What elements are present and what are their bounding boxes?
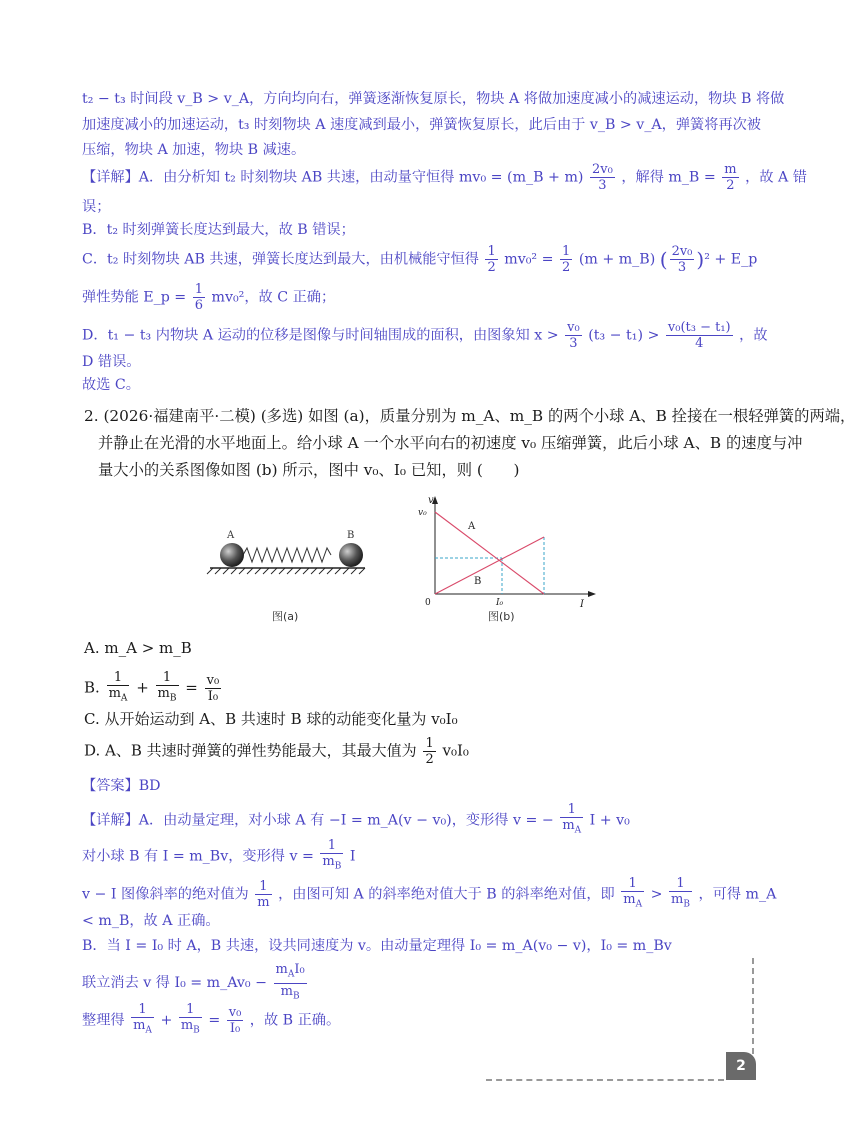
numerator: 1: [487, 244, 496, 259]
numerator: 1: [320, 838, 343, 854]
numerator: v₀: [228, 1004, 242, 1020]
operator: =: [208, 1012, 221, 1029]
numerator: $m_AI_0$: [274, 962, 307, 984]
text: ，解得 m_B =: [621, 169, 716, 186]
fraction: [320, 838, 343, 875]
figure-b: [410, 494, 600, 622]
text: I: [349, 848, 356, 865]
text: ² + E_p: [704, 251, 758, 268]
denominator: 4: [695, 336, 704, 351]
label-line-b: B: [474, 576, 482, 587]
ball-a: [220, 543, 244, 567]
text: 联立消去 v 得 I₀ = m_Av₀ −: [82, 975, 267, 992]
option-letter: B.: [84, 678, 100, 697]
fraction: [227, 1005, 244, 1036]
explain-a-4: < m_B，故 A 正确。: [82, 913, 220, 929]
numerator: m: [724, 162, 737, 177]
operator: =: [185, 678, 198, 697]
text: (t₃ − t₁) >: [588, 327, 660, 344]
fraction-half: [560, 244, 572, 275]
denominator: $m_A$: [108, 686, 128, 704]
prev-choose: 故选 C。: [82, 377, 140, 393]
line-a: [435, 512, 544, 594]
explain-a-3: [82, 876, 776, 913]
question-line-3: 量大小的关系图像如图 (b) 所示，图中 v₀、I₀ 已知，则 ( ): [98, 461, 520, 479]
denominator: 3: [677, 260, 687, 275]
numerator: 1: [669, 876, 692, 892]
prev-detail-c: [82, 244, 757, 275]
dashed-border-vertical: [752, 958, 754, 1054]
prev-detail-a: [82, 162, 807, 193]
prev-detail-a-2: 误；: [82, 199, 111, 215]
page-number: 2: [726, 1052, 756, 1080]
prev-detail-d: [82, 320, 768, 351]
text: mv₀² =: [504, 251, 554, 268]
fraction: [560, 802, 583, 839]
question-line-2: 并静止在光滑的水平地面上。给小球 A 一个水平向右的初速度 v₀ 压缩弹簧，此后小球 A、B 的速度与冲: [98, 434, 803, 452]
denominator: $m_B$: [180, 1018, 200, 1036]
numerator: 1: [131, 1002, 154, 1018]
text: 整理得: [82, 1012, 125, 1029]
text: C．t₂ 时刻物块 AB 共速，弹簧长度达到最大，由机械能守恒得: [82, 251, 479, 268]
explain-a-2: [82, 838, 355, 875]
text: ，由图可知 A 的斜率绝对值大于 B 的斜率绝对值，即: [278, 886, 615, 903]
denominator: I₀: [229, 1020, 241, 1036]
prev-detail-d-2: D 错误。: [82, 354, 141, 370]
label-ball-a: A: [227, 530, 235, 541]
caption-a: 图(a): [272, 610, 299, 623]
option-a: A. m_A > m_B: [84, 639, 192, 657]
prev-detail-c-2: [82, 282, 335, 313]
text: 【详解】A．由分析知 t₂ 时刻物块 AB 共速，由动量守恒得 mv₀ = (m_B + m): [82, 169, 584, 186]
numerator: 1: [255, 879, 271, 895]
text: 对小球 B 有 I = m_Bv，变形得 v =: [82, 848, 314, 865]
line-b: [435, 537, 544, 594]
fraction: [156, 670, 179, 707]
text: D. A、B 共速时弹簧的弹性势能最大，其最大值为: [84, 741, 417, 760]
denominator: 2: [726, 178, 735, 193]
question-line-1: 2. (2026·福建南平·二模) (多选) 如图 (a)，质量分别为 m_A、m_B 的两个小球 A、B 拴接在一根轻弹簧的两端，: [84, 407, 855, 425]
text: ，故 A 错: [745, 169, 807, 186]
fraction: [255, 879, 271, 910]
denominator: $m_B$: [280, 983, 300, 1002]
numerator: 2v₀: [591, 162, 613, 177]
prev-line-1: t₂ − t₃ 时间段 v_B > v_A，方向均向右，弹簧逐渐恢复原长，物块 A 将做加速度减小的减速运动，物块 B 将做: [82, 91, 785, 107]
fraction-half: [485, 244, 497, 275]
label-i: I: [580, 599, 584, 610]
denominator: $m_A$: [133, 1018, 152, 1036]
option-d: [84, 736, 469, 767]
numerator: 1: [156, 670, 179, 686]
fraction: [666, 320, 733, 351]
paren: ): [696, 247, 705, 272]
fraction: [274, 962, 307, 1004]
numerator: v₀: [206, 672, 220, 688]
text: D．t₁ − t₃ 内物块 A 运动的位移是图像与时间轴围成的面积，由图象知 x >: [82, 327, 559, 344]
text: ，故 B 正确。: [249, 1012, 341, 1029]
denominator: $m_B$: [157, 686, 177, 704]
axis-i-arrow: [588, 591, 596, 597]
fraction: [621, 876, 644, 913]
denominator: m: [257, 894, 270, 910]
text: I + v₀: [589, 812, 630, 829]
fraction: [107, 670, 130, 707]
fraction: [205, 673, 222, 704]
prev-detail-b: B．t₂ 时刻弹簧长度达到最大，故 B 错误；: [82, 222, 355, 238]
spring: [243, 548, 331, 562]
operator: >: [650, 886, 663, 903]
fraction: [590, 162, 615, 193]
denominator: 6: [194, 298, 203, 313]
numerator: 2v₀: [671, 244, 693, 259]
explain-b-1: B．当 I = I₀ 时 A，B 共速，设共同速度为 v。由动量定理得 I₀ = m_A(v₀ − v)，I₀ = m_Bv: [82, 938, 672, 954]
fraction: [670, 244, 695, 275]
explain-a-1: [82, 802, 630, 839]
fraction-half: [423, 736, 435, 767]
dashed-border-horizontal: [486, 1079, 724, 1081]
label-ball-b: B: [347, 530, 355, 541]
text: mv₀²，故 C 正确；: [211, 289, 336, 306]
fraction: [565, 320, 582, 351]
option-c: C. 从开始运动到 A、B 共速时 B 球的动能变化量为 v₀I₀: [84, 710, 458, 728]
denominator: $m_B$: [671, 892, 690, 910]
numerator: 1: [194, 282, 203, 297]
text: v − I 图像斜率的绝对值为: [82, 886, 249, 903]
denominator: 2: [562, 260, 571, 275]
operator: +: [136, 678, 149, 697]
numerator: 1: [562, 244, 571, 259]
paren: (: [659, 247, 668, 272]
text: ，故: [739, 327, 768, 344]
label-origin: 0: [425, 598, 431, 608]
caption-b: 图(b): [488, 610, 515, 623]
explain-b-2: [82, 962, 309, 1004]
denominator: 3: [598, 178, 607, 193]
ground-hatch: [207, 568, 365, 574]
prev-line-3: 压缩，物块 A 加速，物块 B 减速。: [82, 142, 306, 158]
numerator: 1: [425, 736, 434, 751]
ball-b: [339, 543, 363, 567]
text: ，可得 m_A: [698, 886, 777, 903]
denominator: $m_A$: [562, 818, 582, 836]
text: v₀I₀: [442, 741, 469, 760]
fraction-sixth: [193, 282, 205, 313]
text: 弹性势能 E_p =: [82, 289, 187, 306]
option-b: [84, 670, 223, 707]
numerator: 1: [621, 876, 644, 892]
prev-line-2: 加速度减小的加速运动，t₃ 时刻物块 A 速度减到最小，弹簧恢复原长，此后由于 v_B > v_A，弹簧将再次被: [82, 117, 761, 133]
label-v: v: [428, 495, 434, 506]
denominator: 3: [569, 336, 578, 351]
fraction: [179, 1002, 202, 1039]
numerator: v₀: [567, 320, 580, 335]
text: 【详解】A．由动量定理，对小球 A 有 −I = m_A(v − v₀)，变形得 v = −: [82, 812, 554, 829]
fraction: [131, 1002, 154, 1039]
operator: +: [160, 1012, 173, 1029]
numerator: 1: [560, 802, 583, 818]
numerator: 1: [107, 670, 130, 686]
label-line-a: A: [468, 521, 476, 532]
numerator: 1: [179, 1002, 202, 1018]
fraction: [722, 162, 738, 193]
denominator: $m_A$: [623, 892, 643, 910]
label-v0: v₀: [418, 508, 427, 518]
denominator: $m_B$: [322, 854, 342, 872]
denominator: I₀: [207, 688, 219, 704]
explain-b-3: [82, 1002, 340, 1039]
denominator: 2: [487, 260, 496, 275]
fraction: [669, 876, 692, 913]
label-i0: I₀: [496, 598, 504, 608]
numerator: v₀(t₃ − t₁): [667, 320, 731, 335]
denominator: 2: [425, 752, 434, 767]
text: (m + m_B): [578, 251, 656, 268]
answer: 【答案】BD: [82, 778, 161, 794]
